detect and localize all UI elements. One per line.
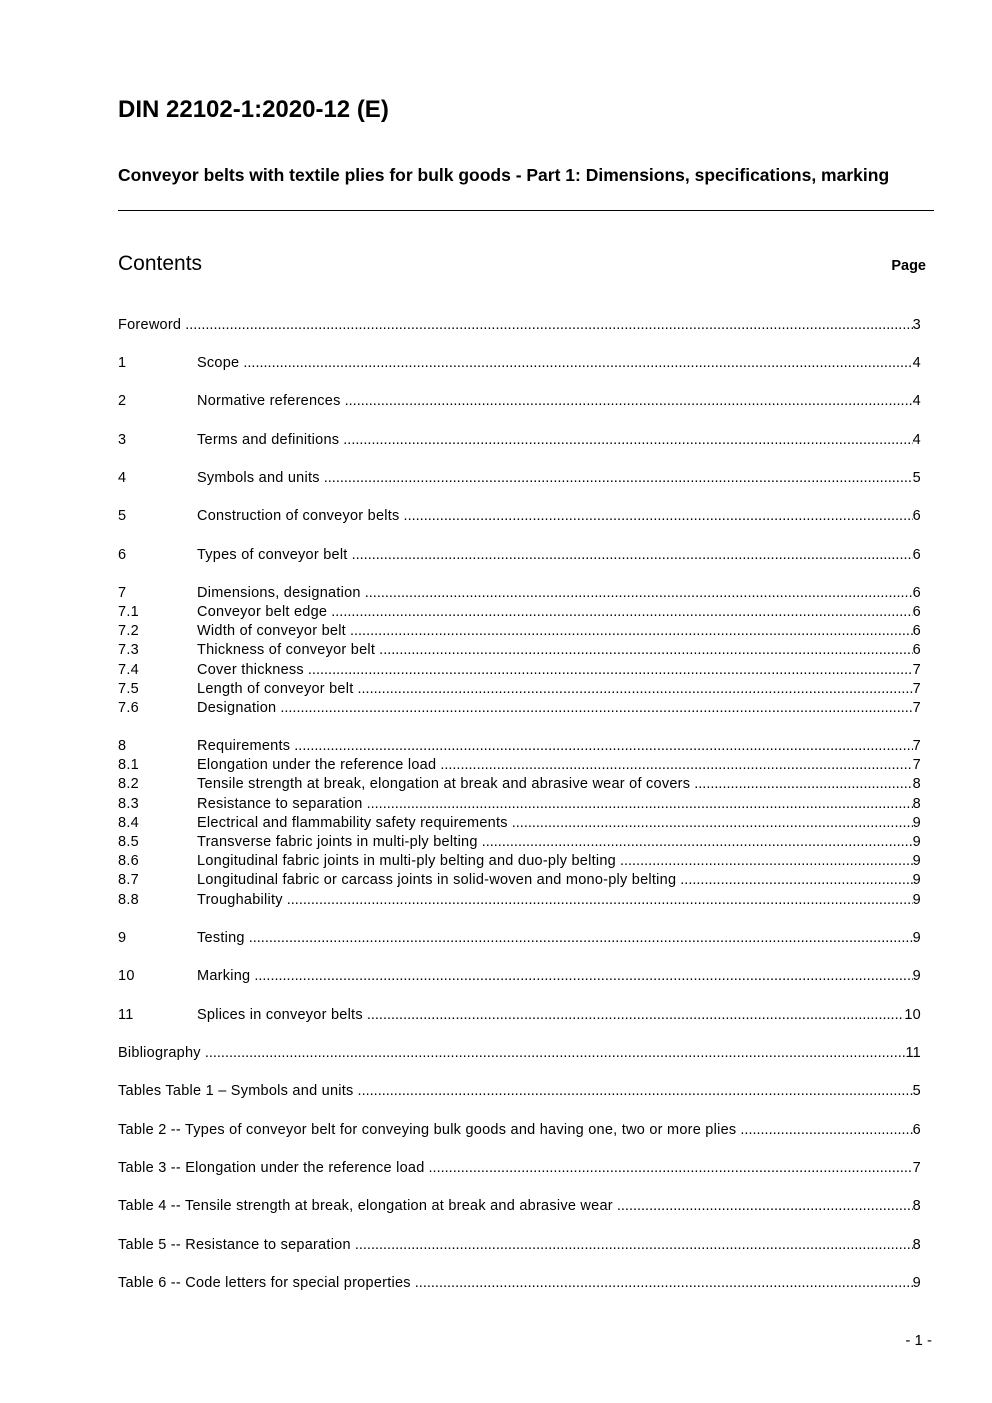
toc-entry-number: 8.7	[118, 872, 139, 888]
toc-entry-page: 3	[912, 317, 921, 333]
toc-entry-title: Construction of conveyor belts	[197, 508, 400, 524]
toc-entry-page: 7	[912, 757, 921, 773]
contents-heading: Contents	[118, 252, 203, 275]
toc-entry-title: Dimensions, designation	[197, 585, 361, 601]
toc-entry-title: Normative references	[197, 393, 341, 409]
toc-dot-leader	[482, 833, 913, 852]
title-divider	[118, 210, 934, 211]
toc-entry-number: 7.4	[118, 662, 139, 678]
toc-entry-title: Troughability	[197, 892, 283, 908]
toc-entry-number: 7.5	[118, 681, 139, 697]
toc-entry-page: 9	[912, 930, 921, 946]
toc-entry-number: 8.2	[118, 776, 139, 792]
toc-entry-page: 6	[912, 508, 921, 524]
toc-dot-leader	[205, 1044, 906, 1063]
toc-dot-leader	[324, 469, 913, 488]
toc-dot-leader	[379, 641, 913, 660]
toc-entry-page: 7	[912, 681, 921, 697]
toc-entry[interactable]	[118, 680, 921, 699]
toc-entry-title: Resistance to separation	[197, 796, 363, 812]
toc-entry-title: Tensile strength at break, elongation at break and abrasive wear of covers	[197, 776, 691, 792]
toc-dot-leader	[367, 1006, 905, 1025]
toc-entry-title: Table 2 -- Types of conveyor belt for conveying bulk goods and having one, two or more plies	[118, 1122, 737, 1138]
toc-entry[interactable]	[118, 1082, 921, 1101]
toc-entry-title: Scope	[197, 355, 240, 371]
toc-entry[interactable]	[118, 795, 921, 814]
toc-entry-page: 11	[905, 1045, 921, 1061]
toc-entry[interactable]	[118, 622, 921, 641]
toc-dot-leader	[343, 431, 912, 450]
toc-entry[interactable]	[118, 1159, 921, 1178]
toc-entry-number: 8.3	[118, 796, 139, 812]
toc-entry-number: 8.4	[118, 815, 139, 831]
toc-entry-title: Bibliography	[118, 1045, 201, 1061]
toc-entry-page: 7	[912, 1160, 921, 1176]
toc-entry[interactable]	[118, 1197, 921, 1216]
toc-entry[interactable]	[118, 1236, 921, 1255]
toc-entry[interactable]	[118, 929, 921, 948]
toc-entry-number: 1	[118, 355, 127, 371]
toc-entry-title: Cover thickness	[197, 662, 304, 678]
toc-dot-leader	[680, 871, 912, 890]
toc-entry-page: 8	[912, 1237, 921, 1253]
toc-dot-leader	[352, 546, 913, 565]
toc-entry-title: Symbols and units	[197, 470, 320, 486]
toc-dot-leader	[350, 622, 913, 641]
toc-entry-number: 2	[118, 393, 127, 409]
page-column-label: Page	[891, 258, 926, 274]
toc-entry-page: 9	[912, 1275, 921, 1291]
toc-entry-page: 4	[912, 393, 921, 409]
toc-entry-page: 9	[912, 872, 921, 888]
toc-entry-title: Marking	[197, 968, 251, 984]
toc-entry-title: Length of conveyor belt	[197, 681, 354, 697]
toc-entry-title: Requirements	[197, 738, 291, 754]
toc-dot-leader	[440, 756, 912, 775]
footer-page-number: - 1 -	[905, 1332, 932, 1349]
toc-entry-number: 3	[118, 432, 127, 448]
toc-entry[interactable]	[118, 469, 921, 488]
toc-entry-page: 8	[912, 1198, 921, 1214]
toc-entry[interactable]	[118, 641, 921, 660]
toc-entry[interactable]	[118, 699, 921, 718]
toc-entry-page: 9	[912, 815, 921, 831]
toc-dot-leader	[355, 1236, 913, 1255]
toc-dot-leader	[308, 661, 913, 680]
toc-entry-title: Splices in conveyor belts	[197, 1007, 363, 1023]
toc-entry-page: 5	[912, 470, 921, 486]
toc-dot-leader	[185, 316, 912, 335]
toc-dot-leader	[254, 967, 912, 986]
toc-entry[interactable]	[118, 756, 921, 775]
toc-entry-number: 7.2	[118, 623, 139, 639]
toc-entry-title: Foreword	[118, 317, 182, 333]
toc-dot-leader	[404, 507, 913, 526]
toc-entry[interactable]	[118, 354, 921, 373]
toc-entry-page: 9	[912, 968, 921, 984]
toc-dot-leader	[365, 584, 913, 603]
toc-entry-number: 8.5	[118, 834, 139, 850]
toc-entry-title: Testing	[197, 930, 245, 946]
toc-entry-page: 4	[912, 355, 921, 371]
toc-entry-page: 6	[912, 1122, 921, 1138]
toc-entry-title: Longitudinal fabric joints in multi-ply belting and duo-ply belting	[197, 853, 616, 869]
document-id: DIN 22102-1:2020-12 (E)	[118, 96, 389, 123]
toc-entry-title: Designation	[197, 700, 277, 716]
toc-dot-leader	[512, 814, 913, 833]
toc-entry-number: 4	[118, 470, 127, 486]
toc-dot-leader	[415, 1274, 913, 1293]
toc-entry-title: Table 5 -- Resistance to separation	[118, 1237, 351, 1253]
toc-entry[interactable]	[118, 316, 921, 335]
toc-entry-title: Terms and definitions	[197, 432, 340, 448]
toc-entry[interactable]	[118, 891, 921, 910]
toc-entry-page: 7	[912, 700, 921, 716]
toc-entry-title: Tables Table 1 – Symbols and units	[118, 1083, 354, 1099]
toc-entry-number: 6	[118, 547, 127, 563]
toc-entry-title: Thickness of conveyor belt	[197, 642, 376, 658]
toc-entry[interactable]	[118, 871, 921, 890]
toc-entry-number: 10	[118, 968, 135, 984]
toc-entry[interactable]	[118, 661, 921, 680]
toc-entry-title: Transverse fabric joints in multi-ply belting	[197, 834, 478, 850]
toc-entry[interactable]	[118, 967, 921, 986]
toc-dot-leader	[331, 603, 912, 622]
toc-entry-page: 6	[912, 604, 921, 620]
toc-dot-leader	[345, 392, 913, 411]
toc-entry-number: 5	[118, 508, 127, 524]
toc-entry-number: 8	[118, 738, 127, 754]
toc-entry[interactable]	[118, 507, 921, 526]
toc-entry[interactable]	[118, 852, 921, 871]
toc-entry-number: 9	[118, 930, 127, 946]
toc-dot-leader	[429, 1159, 913, 1178]
toc-entry[interactable]	[118, 546, 921, 565]
toc-entry-page: 4	[912, 432, 921, 448]
toc-entry-title: Longitudinal fabric or carcass joints in solid-woven and mono-ply belting	[197, 872, 677, 888]
toc-entry-number: 7.3	[118, 642, 139, 658]
toc-dot-leader	[694, 775, 912, 794]
toc-entry[interactable]	[118, 1121, 921, 1140]
document-title: Conveyor belts with textile plies for bulk goods - Part 1: Dimensions, specifications, marking	[118, 165, 890, 185]
toc-entry-title: Electrical and flammability safety requirements	[197, 815, 508, 831]
toc-dot-leader	[617, 1197, 913, 1216]
toc-entry-page: 6	[912, 642, 921, 658]
toc-entry[interactable]	[118, 1044, 921, 1063]
toc-entry-page: 9	[912, 892, 921, 908]
toc-entry[interactable]	[118, 814, 921, 833]
toc-entry-number: 7.6	[118, 700, 139, 716]
toc-entry-title: Table 4 -- Tensile strength at break, elongation at break and abrasive wear	[118, 1198, 613, 1214]
toc-entry-page: 7	[912, 662, 921, 678]
toc-entry-page: 6	[912, 623, 921, 639]
toc-entry-number: 11	[118, 1007, 134, 1023]
toc-dot-leader	[243, 354, 912, 373]
toc-entry[interactable]	[118, 431, 921, 450]
toc-entry-title: Table 3 -- Elongation under the reference load	[118, 1160, 425, 1176]
toc-dot-leader	[620, 852, 913, 871]
toc-dot-leader	[358, 1082, 913, 1101]
toc-entry[interactable]	[118, 1006, 921, 1025]
toc-entry-title: Elongation under the reference load	[197, 757, 437, 773]
toc-entry-page: 10	[904, 1007, 921, 1023]
toc-entry-page: 9	[912, 853, 921, 869]
toc-entry-page: 7	[912, 738, 921, 754]
toc-dot-leader	[740, 1121, 912, 1140]
toc-entry[interactable]	[118, 392, 921, 411]
toc-dot-leader	[358, 680, 913, 699]
toc-entry[interactable]	[118, 737, 921, 756]
toc-entry[interactable]	[118, 584, 921, 603]
toc-entry-title: Table 6 -- Code letters for special properties	[118, 1275, 411, 1291]
toc-dot-leader	[294, 737, 912, 756]
toc-dot-leader	[280, 699, 912, 718]
toc-entry[interactable]	[118, 1274, 921, 1293]
toc-dot-leader	[287, 891, 913, 910]
toc-entry[interactable]	[118, 603, 921, 622]
toc-entry-number: 8.8	[118, 892, 139, 908]
toc-dot-leader	[249, 929, 913, 948]
toc-entry-number: 7.1	[118, 604, 139, 620]
toc-entry-page: 9	[912, 834, 921, 850]
toc-entry-number: 7	[118, 585, 127, 601]
toc-entry-page: 6	[912, 585, 921, 601]
toc-entry-title: Types of conveyor belt	[197, 547, 348, 563]
toc-entry-page: 8	[912, 796, 921, 812]
toc-entry[interactable]	[118, 775, 921, 794]
toc-entry-page: 5	[912, 1083, 921, 1099]
toc-entry-page: 6	[912, 547, 921, 563]
toc-entry-page: 8	[912, 776, 921, 792]
toc-entry-number: 8.6	[118, 853, 139, 869]
toc-dot-leader	[367, 795, 913, 814]
toc-entry-title: Conveyor belt edge	[197, 604, 328, 620]
toc-entry-title: Width of conveyor belt	[197, 623, 346, 639]
toc-entry-number: 8.1	[118, 757, 139, 773]
toc-entry[interactable]	[118, 833, 921, 852]
